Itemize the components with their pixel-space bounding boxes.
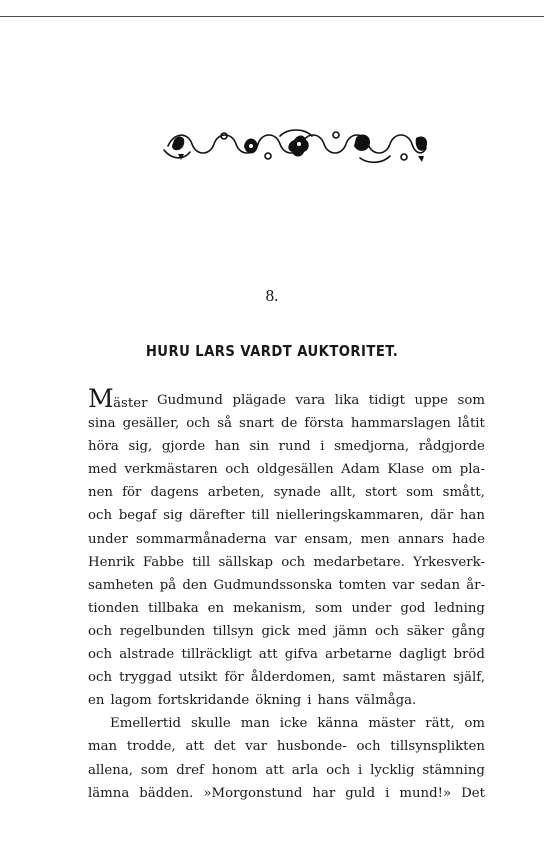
word: det xyxy=(213,739,236,755)
word: arbeten, xyxy=(207,485,265,501)
word: var xyxy=(392,577,415,593)
word: men xyxy=(360,531,390,547)
word: snart xyxy=(239,416,275,432)
text-line xyxy=(88,735,485,758)
word: regelbunden xyxy=(119,623,206,639)
word: tillräckligt xyxy=(181,647,252,663)
word: en xyxy=(88,693,105,709)
text-line xyxy=(88,643,485,666)
word: så xyxy=(217,416,233,432)
word: de xyxy=(281,416,298,432)
word: husbonde- xyxy=(276,739,347,755)
word: tidigt xyxy=(368,393,406,408)
text-line xyxy=(88,666,485,689)
word: rådgjorde xyxy=(418,439,485,455)
chapter-body-text xyxy=(88,384,485,805)
word: sedan xyxy=(420,577,461,593)
text-line xyxy=(88,574,485,597)
word: till xyxy=(251,508,270,524)
word: smått, xyxy=(442,485,485,501)
word: icke xyxy=(279,716,308,732)
word: Adam xyxy=(341,462,380,478)
word: en xyxy=(207,600,225,616)
word: lämna xyxy=(88,785,130,801)
word: synade xyxy=(273,485,321,501)
word: nen xyxy=(88,485,113,501)
word: han xyxy=(459,508,485,524)
word: och xyxy=(88,670,113,686)
word: hammarslagen xyxy=(350,416,451,432)
word: Fabbe xyxy=(142,554,185,570)
word: i xyxy=(358,762,363,778)
word: Klase xyxy=(387,462,425,478)
word: sommarmånaderna xyxy=(135,531,267,547)
text-line xyxy=(88,504,485,527)
word: hans xyxy=(317,693,350,709)
word: medarbetare. xyxy=(313,554,405,570)
word: gesäller, xyxy=(122,416,180,432)
word: arbetarne xyxy=(325,647,392,663)
text-line xyxy=(88,551,485,574)
word: därefter xyxy=(189,508,245,524)
word: och xyxy=(375,623,400,639)
text-line xyxy=(88,435,485,458)
word: arla xyxy=(291,762,319,778)
word: man xyxy=(88,739,118,755)
word: tillsynsplikten xyxy=(390,739,485,755)
word: som xyxy=(140,762,169,778)
top-rule xyxy=(0,16,544,17)
text-line xyxy=(88,528,485,551)
word: »Morgonstund xyxy=(203,785,303,801)
word: i xyxy=(385,785,390,801)
word: sin xyxy=(249,439,270,455)
word: tionden xyxy=(88,600,140,616)
word: trodde, xyxy=(126,739,176,755)
word: och xyxy=(326,762,351,778)
word: gifva xyxy=(284,647,318,663)
word: vara xyxy=(295,393,326,408)
word: sina xyxy=(88,416,116,432)
word: att xyxy=(185,739,205,755)
word: där xyxy=(430,508,454,524)
word: och xyxy=(88,508,113,524)
word: Det xyxy=(461,785,485,801)
word: stort xyxy=(365,485,397,501)
drop-cap: M xyxy=(88,384,114,413)
word: lagom xyxy=(110,693,152,709)
word: lycklig xyxy=(370,762,415,778)
text-line xyxy=(88,412,485,435)
text-line xyxy=(88,597,485,620)
word: om xyxy=(464,716,485,732)
word: mekanism, xyxy=(233,600,307,616)
word: den xyxy=(182,577,208,593)
chapter-number: 8. xyxy=(265,286,279,305)
word: dagligt xyxy=(399,647,447,663)
word: med xyxy=(88,462,117,478)
text-line xyxy=(88,712,485,735)
word: jämn xyxy=(334,623,368,639)
word: med xyxy=(297,623,327,639)
word: ålderdomen, xyxy=(250,670,336,686)
word: man xyxy=(240,716,270,732)
word: rätt, xyxy=(425,716,455,732)
word: uppe xyxy=(414,393,449,408)
word: sällskap xyxy=(218,554,274,570)
word: som xyxy=(315,600,343,616)
word: tillbaka xyxy=(148,600,199,616)
word: för xyxy=(122,485,142,501)
word: Mäster xyxy=(88,384,148,413)
word: första xyxy=(304,416,344,432)
word: guld xyxy=(345,785,376,801)
word: till xyxy=(192,554,211,570)
word: alstrade xyxy=(119,647,175,663)
word: begaf xyxy=(118,508,157,524)
word: gick xyxy=(261,623,290,639)
floral-vignette-ornament-icon xyxy=(160,126,432,166)
word: har xyxy=(312,785,336,801)
text-line xyxy=(88,481,485,504)
word: mästaren xyxy=(382,670,446,686)
word: bröd xyxy=(453,647,485,663)
word: som xyxy=(406,485,434,501)
chapter-title: HURU LARS VARDT AUKTORITET. xyxy=(145,342,399,360)
word: under xyxy=(88,531,128,547)
word: under xyxy=(351,600,392,616)
word: att xyxy=(258,647,278,663)
word: om xyxy=(431,462,453,478)
word: samt xyxy=(342,670,376,686)
text-line xyxy=(88,620,485,643)
text-line xyxy=(88,689,485,712)
word: verkmästaren xyxy=(124,462,218,478)
word: stämning xyxy=(422,762,485,778)
word: gång xyxy=(451,623,485,639)
word: var xyxy=(245,739,268,755)
word: gjorde xyxy=(161,439,206,455)
word: Emellertid xyxy=(110,716,182,732)
word: år- xyxy=(466,577,485,593)
word: välmåga. xyxy=(355,693,417,709)
word: utsikt xyxy=(178,670,218,686)
text-line xyxy=(88,782,485,805)
word: Gudmund xyxy=(156,393,223,408)
word: han xyxy=(214,439,240,455)
word: och xyxy=(225,462,250,478)
word: tomten xyxy=(338,577,387,593)
word: mund!» xyxy=(399,785,452,801)
word: allena, xyxy=(88,762,134,778)
word: själf, xyxy=(453,670,485,686)
word: var xyxy=(274,531,297,547)
word: dref xyxy=(176,762,204,778)
word: pla- xyxy=(459,462,485,478)
text-line xyxy=(88,458,485,481)
word: på xyxy=(159,577,177,593)
word: Yrkesverk- xyxy=(413,554,485,570)
text-line xyxy=(88,759,485,782)
word: annars xyxy=(397,531,444,547)
word: mäster xyxy=(368,716,416,732)
word: Henrik xyxy=(88,554,135,570)
word: oldgesällen xyxy=(256,462,334,478)
word: bädden. xyxy=(139,785,194,801)
word: ensam, xyxy=(304,531,353,547)
word: ledning xyxy=(434,600,485,616)
word: hade xyxy=(452,531,485,547)
word: och xyxy=(356,739,381,755)
word: Gudmundssonska xyxy=(213,577,333,593)
word: känna xyxy=(317,716,359,732)
word: samheten xyxy=(88,577,154,593)
word: tillsyn xyxy=(212,623,254,639)
word: allt, xyxy=(329,485,356,501)
word: dagens xyxy=(150,485,199,501)
word: nielleringskammaren, xyxy=(276,508,424,524)
word: lika xyxy=(334,393,360,408)
word: och xyxy=(88,647,113,663)
word: rund xyxy=(278,439,311,455)
word: god xyxy=(400,600,426,616)
word: fortskridande xyxy=(157,693,250,709)
word: höra xyxy=(88,439,119,455)
word: honom xyxy=(211,762,258,778)
word: plägade xyxy=(232,393,286,408)
text-line xyxy=(88,384,485,413)
word: och xyxy=(186,416,211,432)
word: sig, xyxy=(128,439,153,455)
word: och xyxy=(88,623,113,639)
word: som xyxy=(457,393,485,408)
word: smedjorna, xyxy=(334,439,410,455)
word: säker xyxy=(406,623,444,639)
word: att xyxy=(265,762,284,778)
word: och xyxy=(281,554,306,570)
word: i xyxy=(307,693,312,709)
word: sig xyxy=(163,508,183,524)
word: i xyxy=(320,439,325,455)
word: skulle xyxy=(190,716,231,732)
word: låtit xyxy=(457,416,485,432)
word: ökning xyxy=(255,693,302,709)
word: för xyxy=(224,670,244,686)
word: tryggad xyxy=(119,670,172,686)
